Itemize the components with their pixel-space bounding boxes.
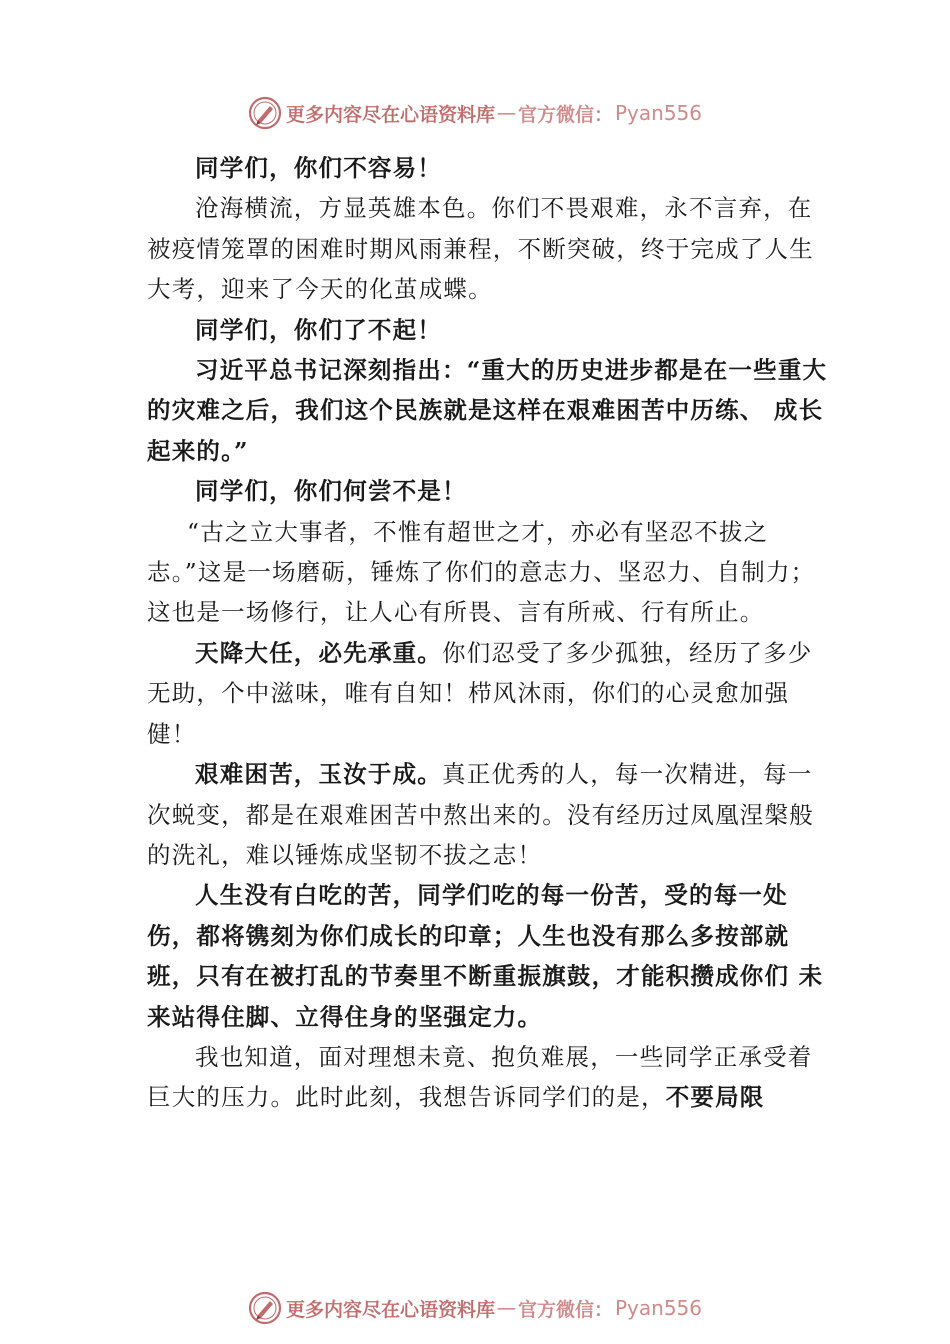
- banner-dash: —: [496, 102, 516, 124]
- banner-title: 更多内容尽在心语资料库: [285, 103, 495, 126]
- paragraph-8: [147, 754, 837, 875]
- banner-title: 更多内容尽在心语资料库: [285, 1298, 495, 1321]
- document-body: [147, 148, 837, 1118]
- paragraph-6: “古之立大事者，不惟有超世之才，亦必有坚忍不拔之志。”这是一场磨砺，锤炼了你们的意志力、坚忍力、自制力；这也是一场修行，让人心有所畏、言有所戒、行有所止。: [147, 517, 816, 627]
- footer-banner: [0, 1288, 950, 1328]
- paragraph-1: 同学们，你们不容易！: [195, 154, 442, 182]
- paragraph-8-body: 真正优秀的人，每一次精进，每一次蜕变，都是在艰难困苦中熬出来的。没有经历过凤凰涅槃般的洗礼，难以锤炼成坚韧不拔之志！: [147, 760, 814, 869]
- banner-wechat-label: 官方微信：: [517, 1298, 613, 1321]
- pen-logo-icon: [248, 1291, 282, 1325]
- paragraph-9: 人生没有白吃的苦，同学们吃的每一份苦，受的每一处 伤，都将镌刻为你们成长的印章；人生也没有那么多按部就 班，只有在被打乱的节奏里不断重振旗鼓，才能积攒成你们 未来站得住脚、立得住身的坚强定力。: [147, 881, 824, 1031]
- paragraph-5: 同学们，你们何尝不是！: [195, 477, 467, 506]
- pen-logo-icon: [248, 96, 282, 130]
- paragraph-10-body: 我也知道，面对理想未竟、抱负难展，一些同学正承受着巨大的压力。此时此刻，我想告诉同学们的是，: [147, 1042, 813, 1112]
- paragraph-2: 沧海横流，方显英雄本色。你们不畏艰难，永不言弃，在被疫情笼罩的困难时期风雨兼程，不断突破，终于完成了人生大考，迎来了今天的化茧成蝶。: [147, 194, 814, 304]
- paragraph-10-bold: 不要局限: [665, 1083, 765, 1112]
- paragraph-7: [147, 633, 837, 754]
- paragraph-3: 同学们，你们了不起！: [195, 315, 442, 344]
- header-banner: [0, 93, 950, 133]
- banner-wechat-id: Pyan556: [615, 101, 703, 125]
- paragraph-4: 习近平总书记深刻指出：“重大的历史进步都是在一些重大的灾难之后，我们这个民族就是这样在艰难困苦中历练、 成长起来的。”: [147, 356, 828, 465]
- banner-wechat-label: 官方微信：: [517, 103, 613, 126]
- banner-dash: —: [496, 1297, 516, 1319]
- paragraph-7-body: 你们忍受了多少孤独，经历了多少无助，个中滋味，唯有自知！栉风沐雨，你们的心灵愈加强健！: [147, 638, 813, 748]
- paragraph-8-lead: 艰难困苦，玉汝于成。: [195, 760, 442, 789]
- paragraph-7-lead: 天降大任，必先承重。: [195, 638, 442, 667]
- banner-wechat-id: Pyan556: [615, 1296, 703, 1320]
- paragraph-10: [147, 1037, 837, 1118]
